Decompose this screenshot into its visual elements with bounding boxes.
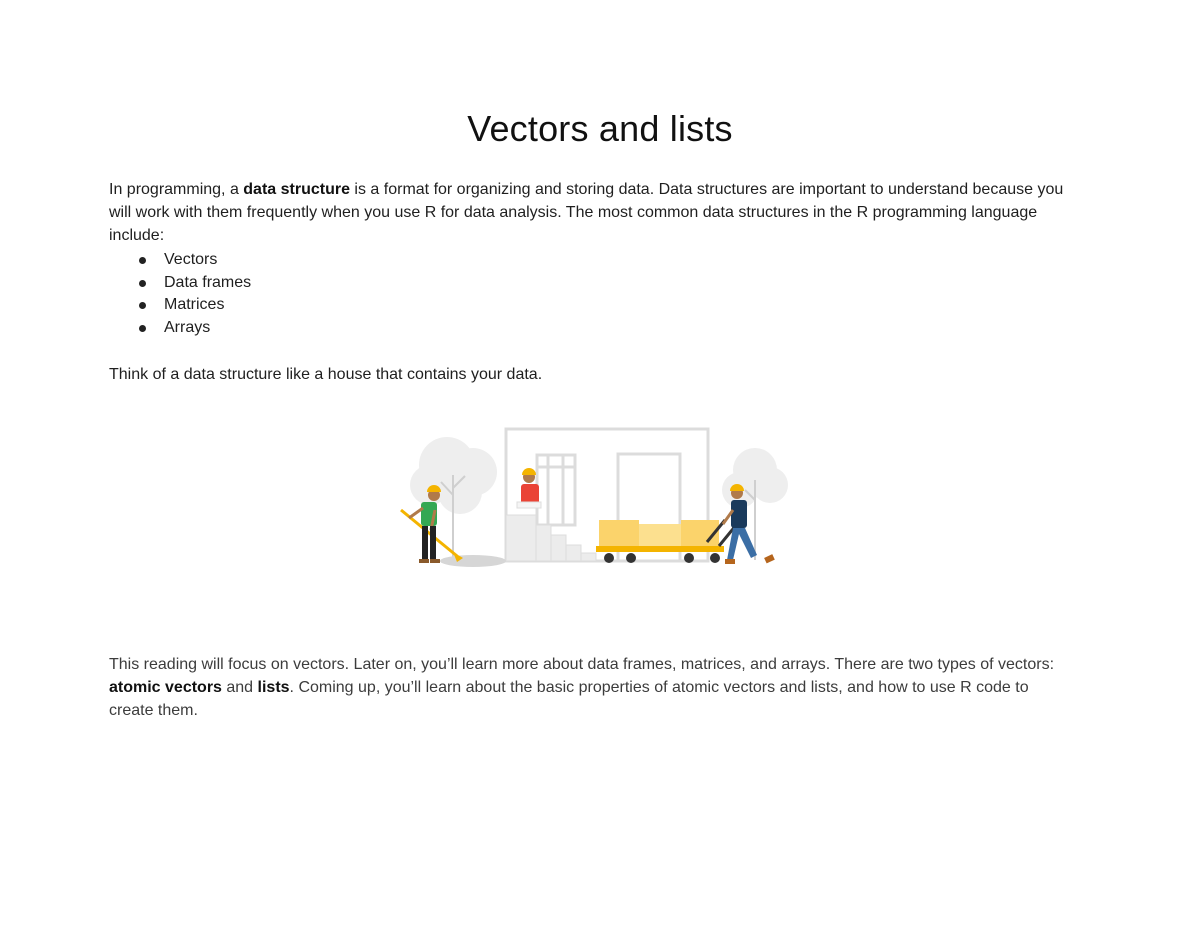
list-item-label: Vectors	[164, 251, 218, 268]
intro-text-2: is a format for organizing and storing data. Data structures are important to understand because you will work with them frequently when you use R for data analysis. The most common data structures in the R programming language include:	[109, 181, 1064, 244]
data-structures-list	[109, 249, 251, 340]
list-item-label: Matrices	[164, 296, 225, 314]
outro-text-1: This reading will focus on vectors. Later on, you’ll learn more about data frames, matrices, and arrays. There are two types of vectors:	[109, 656, 1055, 673]
list-item	[109, 317, 251, 340]
list-item	[109, 272, 251, 295]
outro-text-2: and	[221, 679, 258, 696]
list-item	[109, 294, 251, 317]
outro-text-3: . Coming up, you’ll learn about the basic properties of atomic vectors and lists, and how to use R code to create them.	[109, 679, 1029, 719]
ground-patch-icon	[440, 555, 506, 567]
stairs-icon	[506, 515, 596, 561]
list-item	[109, 249, 251, 272]
bullet-icon	[139, 257, 146, 264]
intro-bold-term: data structure	[243, 181, 350, 198]
bullet-icon	[139, 302, 146, 309]
list-item-label: Data frames	[164, 273, 252, 291]
think-paragraph: Think of a data structure like a house that contains your data.	[109, 366, 543, 383]
page-title: Vectors and lists	[467, 108, 733, 149]
outro-bold-lists: lists	[257, 679, 290, 696]
intro-paragraph	[109, 178, 1069, 247]
outro-bold-atomic: atomic vectors	[109, 679, 222, 696]
intro-text-1: In programming, a	[109, 181, 244, 198]
bullet-icon	[139, 325, 146, 332]
list-item-label: Arrays	[164, 319, 211, 337]
outro-paragraph	[109, 653, 1069, 722]
house-construction-illustration	[385, 420, 805, 600]
bullet-icon	[139, 280, 146, 287]
